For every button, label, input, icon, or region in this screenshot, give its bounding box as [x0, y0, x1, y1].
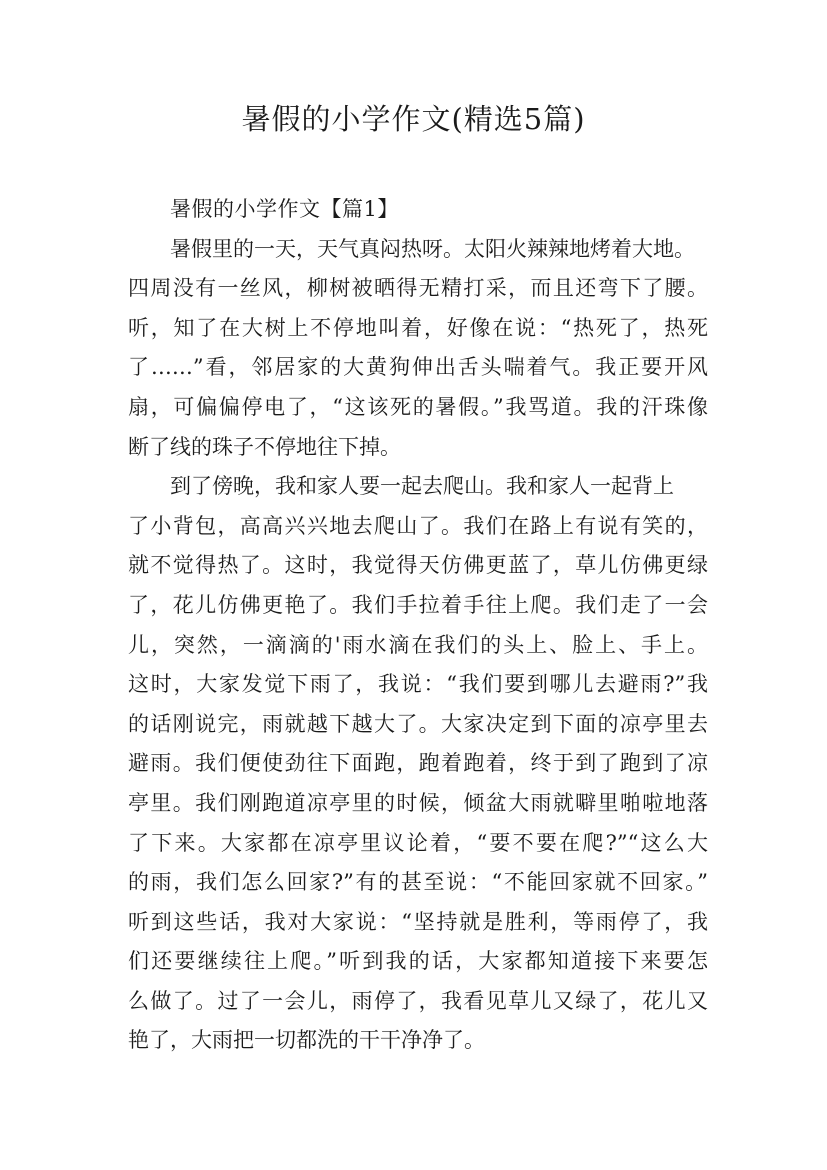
document-body: [128, 190, 708, 1061]
section-heading: 暑假的小学作文【篇1】: [170, 197, 399, 221]
paragraph-line: 这时，大家发觉下雨了，我说：“我们要到哪儿去避雨?”我: [128, 672, 708, 697]
paragraph-line: 听到这些话，我对大家说：“坚持就是胜利，等雨停了，我: [128, 909, 708, 934]
paragraph-line: 断了线的珠子不停地往下掉。: [128, 434, 401, 459]
paragraph-line: 们还要继续往上爬。”听到我的话，大家都知道接下来要怎: [128, 949, 708, 974]
paragraph-line: 了，花儿仿佛更艳了。我们手拉着手往上爬。我们走了一会: [128, 592, 708, 617]
paragraph-line: 么做了。过了一会儿，雨停了，我看见草儿又绿了，花儿又: [128, 988, 708, 1013]
paragraph-line: 了小背包，高高兴兴地去爬山了。我们在路上有说有笑的，: [128, 513, 708, 538]
paragraph-line: 到了傍晚，我和家人要一起去爬山。我和家人一起背上: [170, 474, 674, 499]
paragraph-line: 了……”看，邻居家的大黄狗伸出舌头喘着气。我正要开风: [128, 355, 708, 380]
paragraph-line: 儿，突然，一滴滴的'雨水滴在我们的头上、脸上、手上。: [128, 632, 708, 657]
document-title: 暑假的小学作文(精选5篇): [241, 102, 586, 136]
paragraph-line: 扇，可偏偏停电了，“这该死的暑假。”我骂道。我的汗珠像: [128, 394, 708, 419]
paragraph-line: 的话刚说完，雨就越下越大了。大家决定到下面的凉亭里去: [128, 711, 708, 736]
paragraph-2: [128, 467, 708, 1061]
paragraph-line: 艳了，大雨把一切都洗的干干净净了。: [128, 1028, 485, 1053]
paragraph-line: 的雨，我们怎么回家?”有的甚至说：“不能回家就不回家。”: [128, 870, 708, 895]
paragraph-line: 就不觉得热了。这时，我觉得天仿佛更蓝了，草儿仿佛更绿: [128, 553, 708, 578]
paragraph-line: 听，知了在大树上不停地叫着，好像在说：“热死了，热死: [128, 315, 708, 340]
paragraph-line: 暑假里的一天，天气真闷热呀。太阳火辣辣地烤着大地。: [170, 236, 695, 261]
paragraph-1: [128, 230, 708, 468]
paragraph-line: 四周没有一丝风，柳树被晒得无精打采，而且还弯下了腰。: [128, 276, 708, 301]
paragraph-line: 了下来。大家都在凉亭里议论着，“要不要在爬?”“这么大: [128, 830, 708, 855]
paragraph-line: 亭里。我们刚跑道凉亭里的时候，倾盆大雨就噼里啪啦地落: [128, 790, 708, 815]
paragraph-line: 避雨。我们便使劲往下面跑，跑着跑着，终于到了跑到了凉: [128, 751, 708, 776]
